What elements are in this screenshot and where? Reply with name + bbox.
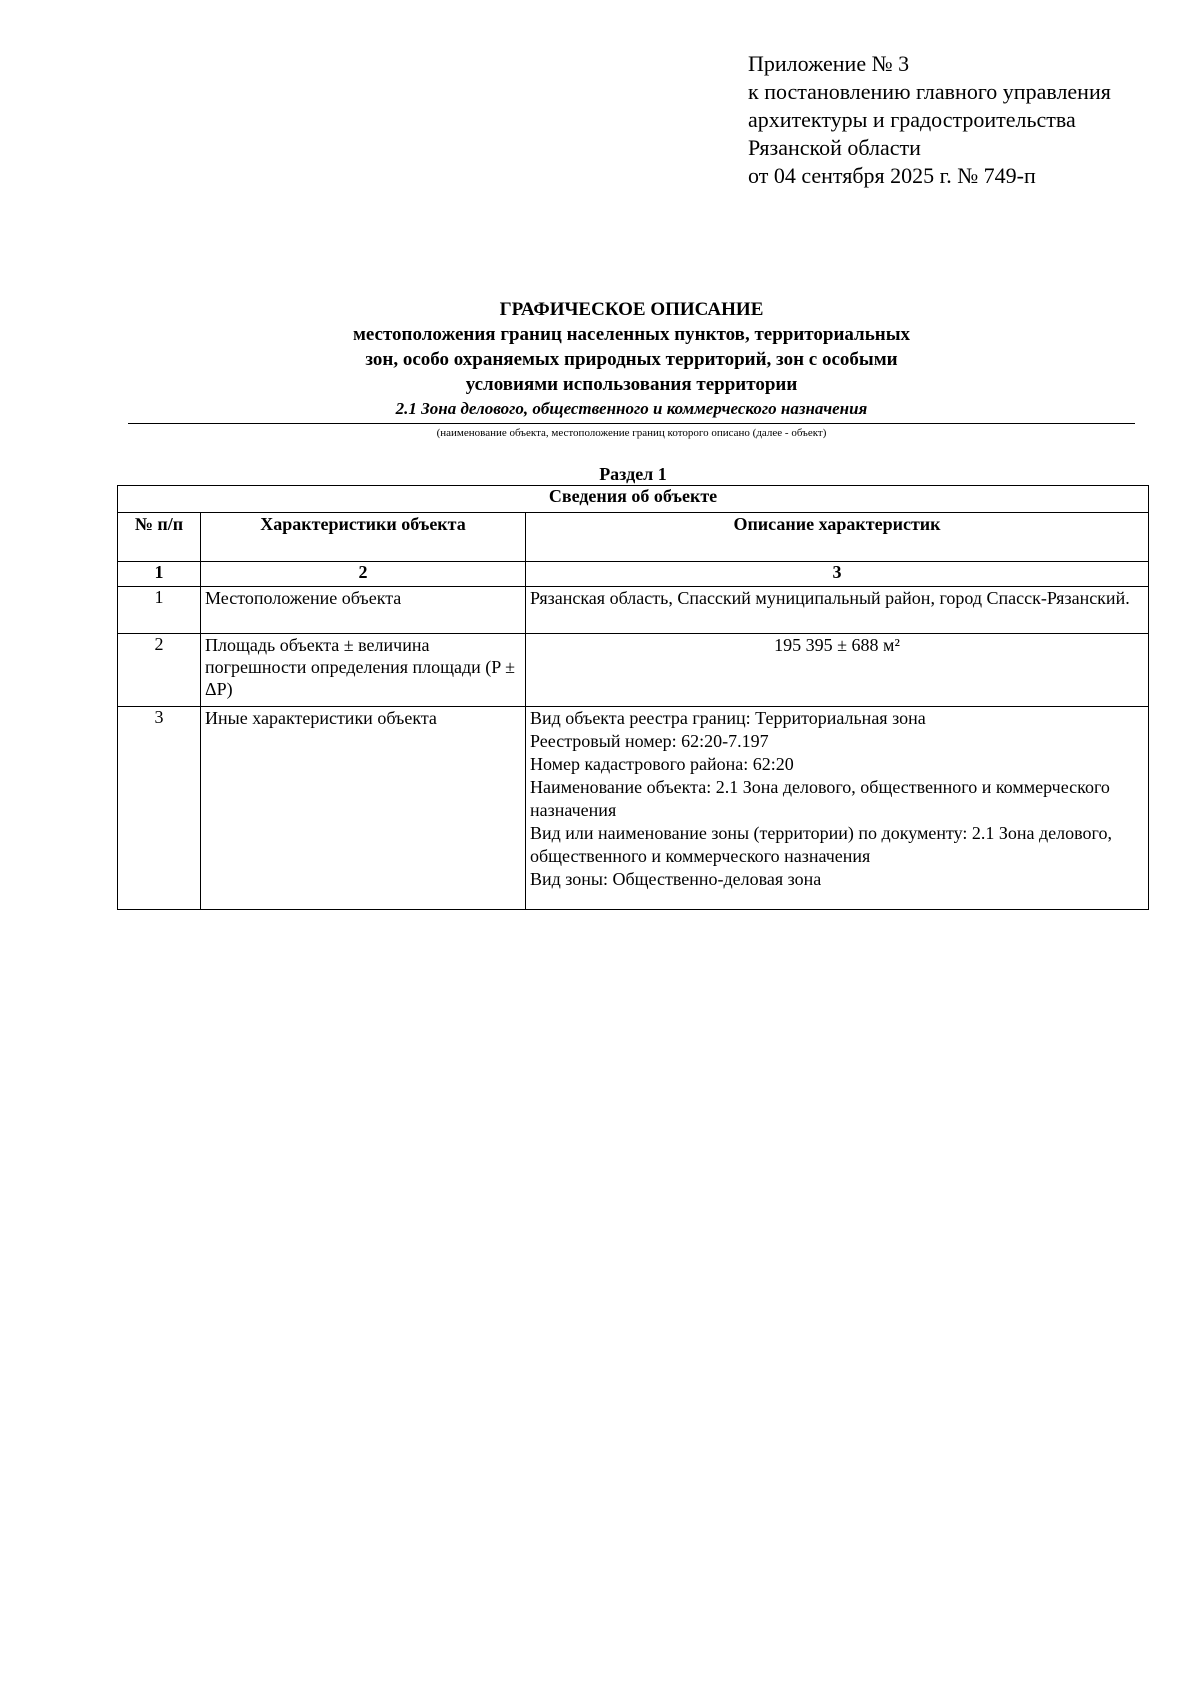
object-name-caption: (наименование объекта, местоположение границ которого описано (далее - объект) [436,427,827,439]
section-title: Раздел 1 [599,464,667,484]
description-line: Вид или наименование зоны (территории) по документу: 2.1 Зона делового, общественного и коммерческого назначения [530,823,1112,866]
row-number: 1 [118,587,201,634]
table-row [118,634,1149,707]
document-subtitle-line-3: условиями использования территории [465,374,798,395]
description-line: Реестровый номер: 62:20-7.197 [530,731,769,751]
appendix-authority-line: архитектуры и градостроительства [748,107,1076,132]
document-title: ГРАФИЧЕСКОЕ ОПИСАНИЕ [499,299,764,320]
header-description: Описание характеристик [526,513,1149,562]
object-name: 2.1 Зона делового, общественного и коммерческого назначения [128,398,1135,424]
appendix-date-line: от 04 сентября 2025 г. № 749-п [748,163,1036,188]
table-row [118,587,1149,634]
appendix-region-line: Рязанской области [748,135,921,160]
description-line: Номер кадастрового района: 62:20 [530,754,794,774]
description-line: Вид объекта реестра границ: Территориальная зона [530,708,926,728]
description-line: Вид зоны: Общественно-деловая зона [530,869,822,889]
table-index-row [118,562,1149,587]
column-index: 3 [526,562,1149,587]
document-subtitle-line-2: зон, особо охраняемых природных территорий, зон с особыми [365,349,898,370]
appendix-number: Приложение № 3 [748,51,910,76]
table-caption-row [118,486,1149,513]
appendix-resolution-line: к постановлению главного управления [748,79,1111,104]
column-index: 1 [118,562,201,587]
row-number: 2 [118,634,201,707]
document-title-block [128,298,1135,440]
description-line: Наименование объекта: 2.1 Зона делового, общественного и коммерческого назначения [530,777,1110,820]
document-subtitle-line-1: местоположения границ населенных пунктов, территориальных [352,324,911,345]
header-characteristic: Характеристики объекта [201,513,526,562]
header-num: № п/п [118,513,201,562]
object-info-table [117,485,1149,910]
row-number: 3 [118,707,201,910]
row-characteristic: Местоположение объекта [201,587,526,634]
column-index: 2 [201,562,526,587]
row-description [526,707,1149,910]
table-row [118,707,1149,910]
row-description: Рязанская область, Спасский муниципальный район, город Спасск-Рязанский. [526,587,1149,634]
table-caption: Сведения об объекте [118,486,1149,513]
row-description: 195 395 ± 688 м² [526,634,1149,707]
row-characteristic: Иные характеристики объекта [201,707,526,910]
row-characteristic: Площадь объекта ± величина погрешности определения площади (P ± ΔP) [201,634,526,707]
appendix-header [748,50,1188,190]
table-header-row [118,513,1149,562]
